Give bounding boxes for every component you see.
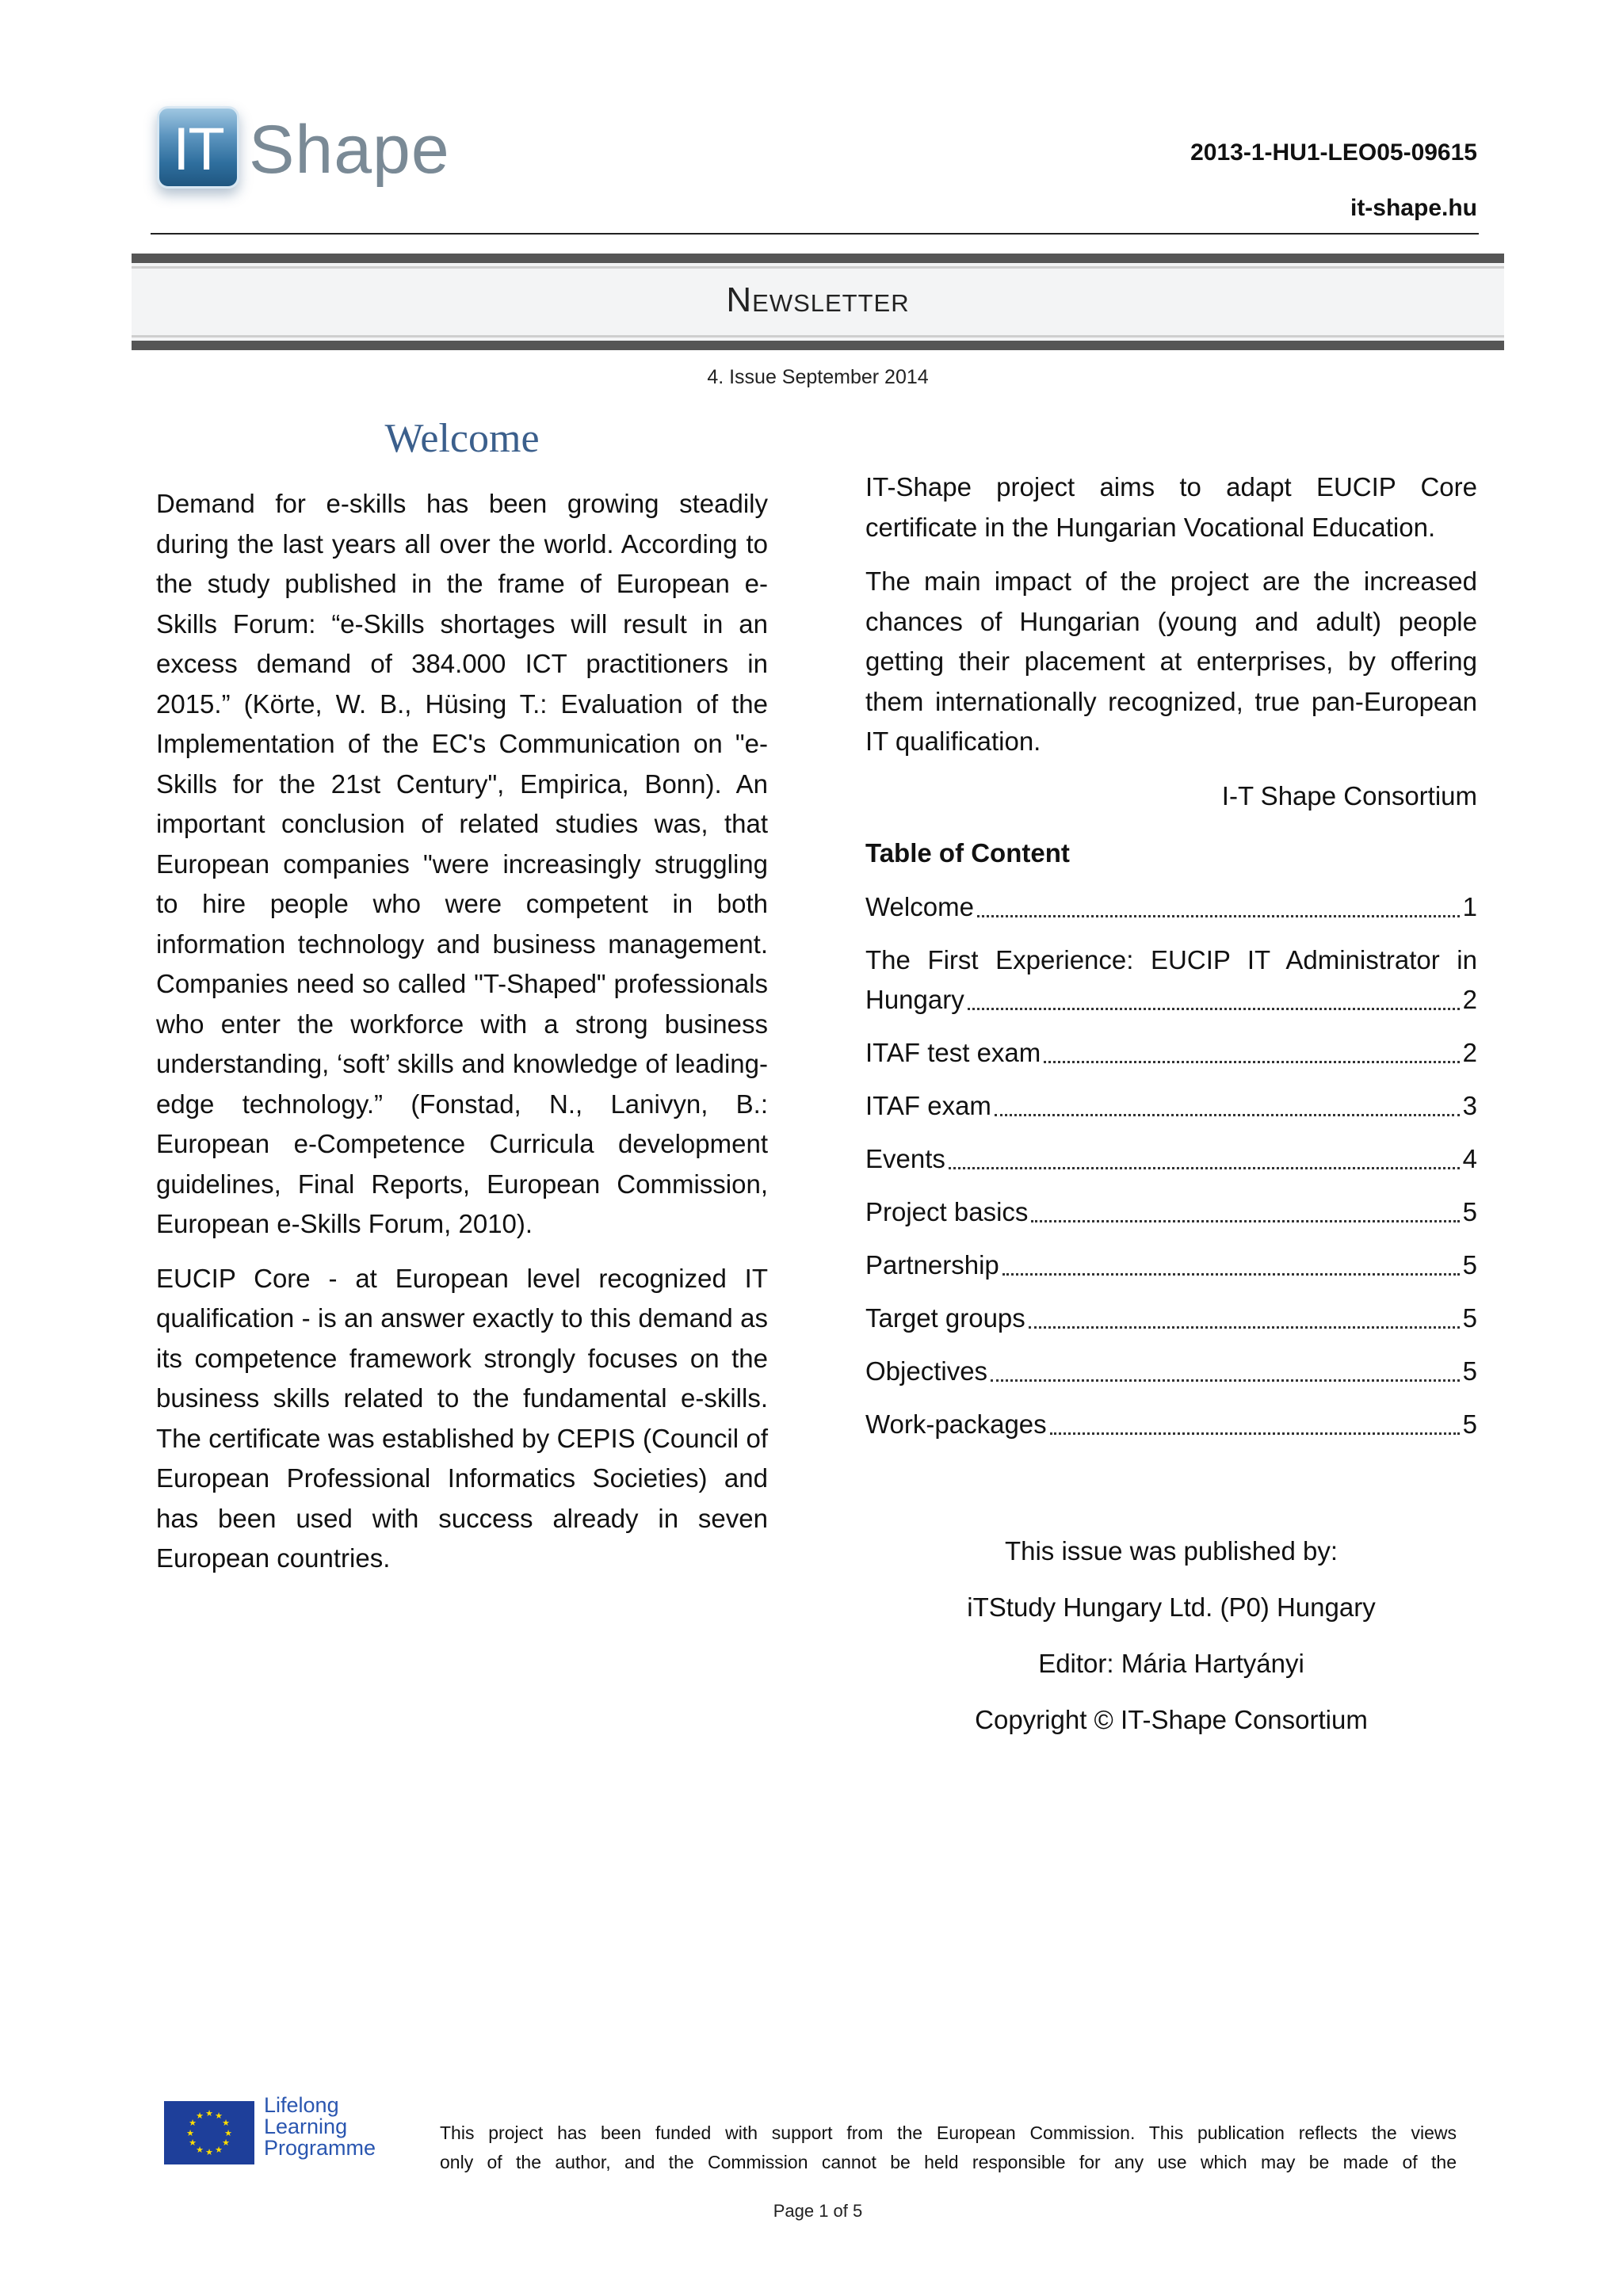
newsletter-band — [132, 254, 1504, 350]
toc-label: Target groups — [865, 1302, 1025, 1333]
page-number: Page 1 of 5 — [773, 2201, 863, 2221]
toc-item-objectives[interactable] — [865, 1352, 1477, 1391]
toc-page: 5 — [1462, 1409, 1477, 1439]
toc-item-first-experience[interactable] — [865, 940, 1477, 1020]
eu-stars-icon — [164, 2101, 254, 2164]
toc-label: ITAF test exam — [865, 1037, 1041, 1067]
toc-item-partnership[interactable] — [865, 1245, 1477, 1285]
svg-text:★: ★ — [222, 2138, 230, 2148]
consortium-signature: I-T Shape Consortium — [1221, 780, 1477, 810]
toc-page: 4 — [1462, 1143, 1477, 1173]
welcome-heading: Welcome — [384, 416, 540, 461]
toc-page: 2 — [1462, 1037, 1477, 1067]
toc-item-welcome[interactable] — [865, 887, 1477, 927]
svg-text:★: ★ — [222, 2118, 230, 2128]
project-code: 2013-1-HU1-LEO05-09615 — [1190, 139, 1477, 166]
svg-text:★: ★ — [205, 2147, 213, 2157]
published-by: This issue was published by: — [1004, 1535, 1338, 1566]
toc-page: 1 — [1462, 891, 1477, 921]
toc-item-itaf-exam[interactable] — [865, 1086, 1477, 1126]
logo-word: Shape — [249, 112, 450, 188]
toc-leader — [1002, 1273, 1460, 1276]
toc-label: Hungary — [865, 984, 964, 1014]
toc-leader — [991, 1379, 1460, 1382]
svg-text:★: ★ — [215, 2111, 223, 2121]
toc-label: ITAF exam — [865, 1090, 991, 1120]
welcome-paragraph-2: EUCIP Core - at European level recognized IT qualification - is an answer exactly to this demand as its competence framework strongly focuses on the business skills related to the fundamental e-skills. The certificate was established by CEPIS (Council of European Professional Informatics Societies) and has been used with success already in seven European countries. — [156, 1263, 768, 1573]
svg-text:★: ★ — [196, 2111, 204, 2121]
toc-leader — [1029, 1326, 1460, 1329]
toc-leader — [995, 1114, 1460, 1116]
project-impact-paragraph: The main impact of the project are the increased chances of Hungarian (young and adult) people getting their placement at enterprises, by offering them internationally recognized, true pan-European IT qualification. — [865, 566, 1477, 756]
toc-page: 5 — [1462, 1302, 1477, 1333]
copyright: Copyright © IT-Shape Consortium — [975, 1704, 1368, 1734]
llp-line: Programme — [264, 2136, 376, 2160]
toc-page: 3 — [1462, 1090, 1477, 1120]
toc-item-target-groups[interactable] — [865, 1299, 1477, 1338]
toc-label: Project basics — [865, 1196, 1029, 1226]
disclaimer-line-1: This project has been funded with support from the European Commission. This publication reflects the views — [440, 2122, 1457, 2143]
toc-page: 5 — [1462, 1356, 1477, 1386]
disclaimer-line-2: only of the author, and the Commission cannot be held responsible for any use which may be made of the — [440, 2152, 1457, 2172]
publisher-name: iTStudy Hungary Ltd. (P0) Hungary — [967, 1592, 1376, 1622]
toc-label: Events — [865, 1143, 945, 1173]
welcome-paragraph-1: Demand for e-skills has been growing steadily during the last years all over the world. According to the study published in the frame of European e-Skills Forum: “e-Skills shortages will result in an excess demand of 384.000 ICT practitioners in 2015.” (Körte, W. B., Hüsing T.: Evaluation of the Implementation of the EC's Communication on "e-Skills for the 21st Century", Empirica, Bonn). An important conclusion of related studies was, that European companies "were increasingly struggling to hire people who were competent in both information technology and business management. Companies need so called "T-Shaped" professionals who enter the workforce with a strong business understanding, ‘soft’ skills and knowledge of leading-edge technology.” (Fonstad, N., Lanivyn, B.: European e-Competence Curricula development guidelines, Final Reports, European Commission, European e-Skills Forum, 2010). — [156, 489, 768, 1238]
website: it-shape.hu — [1350, 195, 1477, 221]
svg-text:★: ★ — [215, 2145, 223, 2155]
toc-item-itaf-test-exam[interactable] — [865, 1033, 1477, 1073]
toc-leader — [1031, 1220, 1459, 1222]
toc-label-line1: The First Experience: EUCIP IT Administrator in — [865, 944, 1477, 974]
toc-leader — [977, 915, 1460, 917]
llp-line: Lifelong — [264, 2093, 339, 2117]
toc-item-events[interactable] — [865, 1139, 1477, 1179]
svg-text:★: ★ — [189, 2138, 197, 2148]
logo-box — [157, 106, 239, 189]
left-column — [156, 412, 768, 1593]
toc-page: 2 — [1462, 984, 1477, 1014]
newsletter-title: Newsletter — [726, 280, 910, 319]
right-column — [865, 467, 1477, 1756]
svg-text:★: ★ — [186, 2128, 194, 2138]
header-rule — [151, 233, 1479, 235]
toc-label: Partnership — [865, 1249, 999, 1280]
llp-line: Learning — [264, 2115, 348, 2138]
svg-text:★: ★ — [196, 2145, 204, 2155]
toc-leader — [1044, 1061, 1459, 1063]
toc-leader — [1050, 1432, 1460, 1435]
toc-label: Objectives — [865, 1356, 988, 1386]
eu-flag-icon — [164, 2101, 254, 2164]
llp-logo-text — [264, 2095, 376, 2159]
svg-text:★: ★ — [205, 2108, 213, 2119]
svg-text:★: ★ — [224, 2128, 232, 2138]
editor: Editor: Mária Hartyányi — [1038, 1648, 1304, 1678]
project-aim-paragraph: IT-Shape project aims to adapt EUCIP Core certificate in the Hungarian Vocational Education. — [865, 472, 1477, 542]
toc-leader — [968, 1008, 1460, 1010]
logo-box-text: IT — [173, 116, 223, 183]
toc-label: Work-packages — [865, 1409, 1047, 1439]
toc-item-work-packages[interactable] — [865, 1405, 1477, 1444]
toc-leader — [949, 1167, 1460, 1169]
toc-page: 5 — [1462, 1249, 1477, 1280]
toc-label: Welcome — [865, 891, 974, 921]
svg-text:★: ★ — [189, 2118, 197, 2128]
it-shape-logo — [151, 101, 450, 196]
toc-title: Table of Content — [865, 837, 1070, 868]
toc-page: 5 — [1462, 1196, 1477, 1226]
toc-item-project-basics[interactable] — [865, 1192, 1477, 1232]
issue-line: 4. Issue September 2014 — [707, 366, 929, 388]
